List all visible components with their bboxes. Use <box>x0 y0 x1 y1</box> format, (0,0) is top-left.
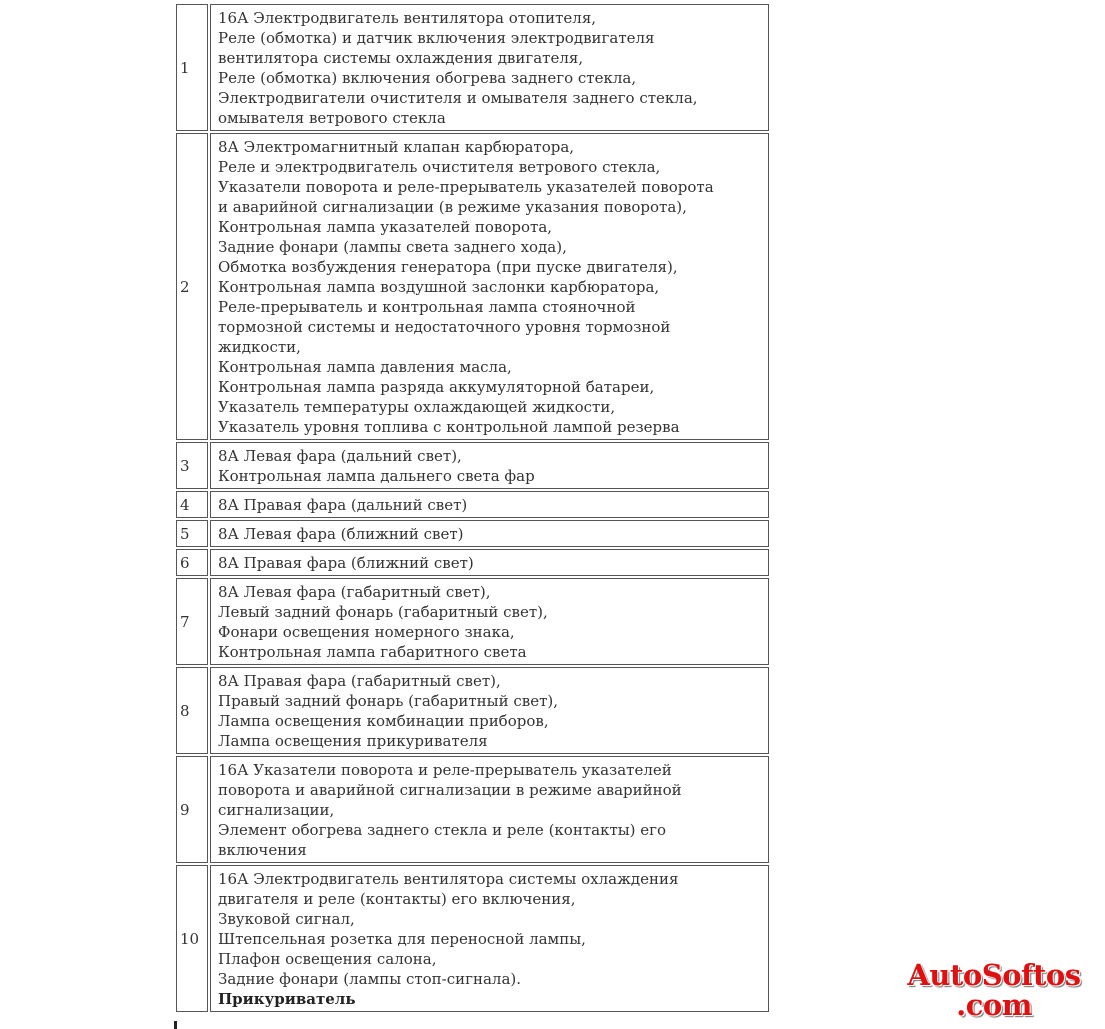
fuse-description-line: двигателя и реле (контакты) его включения, <box>218 890 576 908</box>
fuse-number: 9 <box>176 756 208 863</box>
watermark-line-1: AutoSoftos <box>907 958 1081 992</box>
fuse-table <box>174 2 771 1014</box>
fuse-description <box>210 133 769 440</box>
fuse-description-line: Задние фонари (лампы света заднего хода), <box>218 238 567 256</box>
fuse-row <box>176 865 769 1012</box>
fuse-description-line: Звуковой сигнал, <box>218 910 355 928</box>
fuse-description <box>210 865 769 1012</box>
fuse-description-line: 16А Электродвигатель вентилятора отопителя, <box>218 9 597 27</box>
fuse-description-line: поворота и аварийной сигнализации в режиме аварийной <box>218 781 682 799</box>
fuse-description-line: омывателя ветрового стекла <box>218 109 446 127</box>
fuse-description-line: 8А Левая фара (габаритный свет), <box>218 583 491 601</box>
fuse-description-line: 8А Правая фара (дальний свет) <box>218 496 468 514</box>
fuse-description-line: Задние фонари (лампы стоп-сигнала). <box>218 970 522 988</box>
fuse-description-line: Прикуриватель <box>218 990 356 1008</box>
fuse-description <box>210 4 769 131</box>
fuse-description-line: 8А Левая фара (дальний свет), <box>218 447 462 465</box>
fuse-description-line: Реле (обмотка) включения обогрева заднего стекла, <box>218 69 637 87</box>
fuse-description-line: Контрольная лампа разряда аккумуляторной батареи, <box>218 378 655 396</box>
fuse-description-line: Лампа освещения комбинации приборов, <box>218 712 549 730</box>
fuse-description <box>210 549 769 576</box>
fuse-description-line: Элемент обогрева заднего стекла и реле (контакты) его <box>218 821 667 839</box>
fuse-description-line: Плафон освещения салона, <box>218 950 437 968</box>
fuse-description-line: Контрольная лампа дальнего света фар <box>218 467 535 485</box>
fuse-number: 1 <box>176 4 208 131</box>
fuse-description-line: Указатель уровня топлива с контрольной лампой резерва <box>218 418 680 436</box>
fuse-row <box>176 578 769 665</box>
fuse-description-line: тормозной системы и недостаточного уровня тормозной <box>218 318 671 336</box>
fuse-description-line: Правый задний фонарь (габаритный свет), <box>218 692 559 710</box>
fuse-description-line: Фонари освещения номерного знака, <box>218 623 515 641</box>
fuse-description-line: Обмотка возбуждения генератора (при пуске двигателя), <box>218 258 678 276</box>
fuse-description-line: вентилятора системы охлаждения двигателя, <box>218 49 584 67</box>
fuse-description-line: сигнализации, <box>218 801 335 819</box>
fuse-description-line: 16А Электродвигатель вентилятора системы охлаждения <box>218 870 679 888</box>
fuse-description-line: 8А Левая фара (ближний свет) <box>218 525 464 543</box>
fuse-description <box>210 491 769 518</box>
fuse-description-line: 16А Указатели поворота и реле-прерыватель указателей <box>218 761 672 779</box>
fuse-row <box>176 549 769 576</box>
fuse-description <box>210 667 769 754</box>
fuse-description-line: Реле (обмотка) и датчик включения электродвигателя <box>218 29 655 47</box>
fuse-description-line: Указатель температуры охлаждающей жидкости, <box>218 398 616 416</box>
fuse-row <box>176 4 769 131</box>
fuse-description-line: 8А Правая фара (габаритный свет), <box>218 672 501 690</box>
fuse-description-line: Контрольная лампа указателей поворота, <box>218 218 553 236</box>
fuse-description-line: Штепсельная розетка для переносной лампы, <box>218 930 586 948</box>
fuse-description-line: Контрольная лампа габаритного света <box>218 643 527 661</box>
fuse-description-line: Контрольная лампа воздушной заслонки карбюратора, <box>218 278 660 296</box>
cut-off-text-fragment <box>258 1024 272 1029</box>
watermark-line-2: .com <box>956 988 1032 1022</box>
fuse-table-body <box>176 4 769 1012</box>
fuse-description-line: Контрольная лампа давления масла, <box>218 358 512 376</box>
fuse-row <box>176 133 769 440</box>
fuse-description-line: 8А Электромагнитный клапан карбюратора, <box>218 138 575 156</box>
fuse-description <box>210 756 769 863</box>
fuse-description-line: Электродвигатели очистителя и омывателя заднего стекла, <box>218 89 698 107</box>
fuse-description <box>210 442 769 489</box>
fuse-number: 10 <box>176 865 208 1012</box>
fuse-row <box>176 756 769 863</box>
autosoftos-watermark <box>896 960 1092 1020</box>
fuse-number: 2 <box>176 133 208 440</box>
fuse-number: 8 <box>176 667 208 754</box>
fuse-row <box>176 667 769 754</box>
fuse-number: 4 <box>176 491 208 518</box>
fuse-description-line: Указатели поворота и реле-прерыватель указателей поворота <box>218 178 714 196</box>
fuse-row <box>176 520 769 547</box>
fuse-number: 7 <box>176 578 208 665</box>
fuse-description-line: 8А Правая фара (ближний свет) <box>218 554 474 572</box>
text-cursor-mark <box>174 1021 177 1029</box>
fuse-description-line: Левый задний фонарь (габаритный свет), <box>218 603 548 621</box>
fuse-description-line: жидкости, <box>218 338 301 356</box>
fuse-description <box>210 578 769 665</box>
fuse-description-line: Лампа освещения прикуривателя <box>218 732 488 750</box>
fuse-number: 3 <box>176 442 208 489</box>
fuse-description-line: Реле и электродвигатель очистителя ветрового стекла, <box>218 158 661 176</box>
fuse-number: 6 <box>176 549 208 576</box>
fuse-row <box>176 491 769 518</box>
fuse-description <box>210 520 769 547</box>
fuse-number: 5 <box>176 520 208 547</box>
fuse-description-line: включения <box>218 841 307 859</box>
fuse-description-line: Реле-прерыватель и контрольная лампа стояночной <box>218 298 636 316</box>
fuse-description-line: и аварийной сигнализации (в режиме указания поворота), <box>218 198 687 216</box>
fuse-row <box>176 442 769 489</box>
